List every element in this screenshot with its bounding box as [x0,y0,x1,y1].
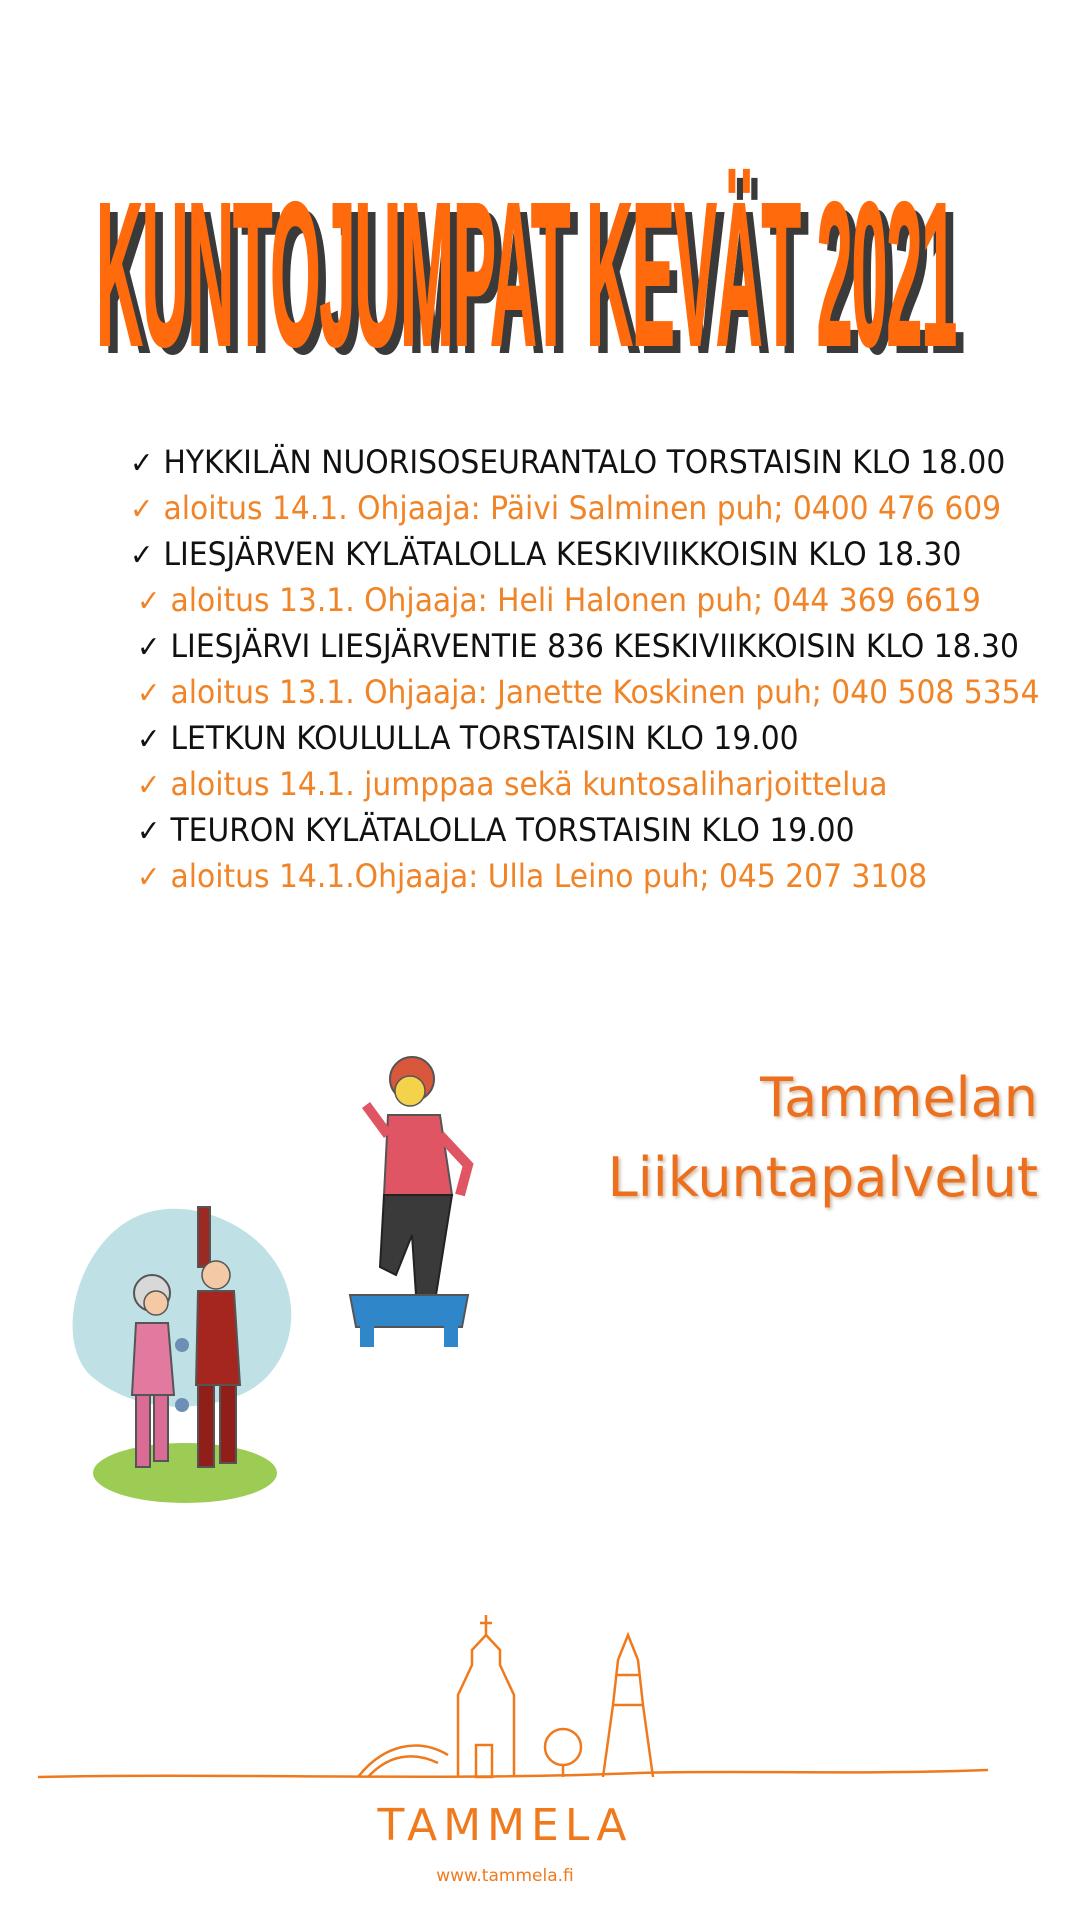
checkmark-icon: ✓ [137,676,161,711]
schedule-item-text: aloitus 14.1. jumppaa sekä kuntosaliharjoittelua [170,765,888,803]
schedule-item [137,672,1040,714]
checkmark-icon: ✓ [137,722,161,757]
checkmark-icon: ✓ [137,814,161,849]
schedule-item-text: LETKUN KOULULLA TORSTAISIN KLO 19.00 [170,719,799,757]
schedule-item [130,442,1005,484]
schedule-item [137,626,1019,668]
schedule-item [137,764,887,806]
checkmark-icon: ✓ [130,538,154,573]
schedule-item [137,810,855,852]
tammela-website-link[interactable]: www.tammela.fi [436,1866,574,1886]
schedule-item [137,580,981,622]
schedule-item-text: TEURON KYLÄTALOLLA TORSTAISIN KLO 19.00 [170,811,855,849]
schedule-item-text: LIESJÄRVI LIESJÄRVENTIE 836 KESKIVIIKKOISIN KLO 18.30 [170,627,1019,665]
poster-title-shadow: KUNTOJUMPAT KEVÄT 2021 [104,168,964,375]
schedule-item-text: aloitus 14.1.Ohjaaja: Ulla Leino puh; 045 207 3108 [170,857,928,895]
exercising-couple-illustration [70,1195,310,1515]
tammela-logo-text: TAMMELA [377,1800,633,1851]
step-exercise-illustration [340,1045,510,1365]
checkmark-icon: ✓ [137,768,161,803]
checkmark-icon: ✓ [130,446,154,481]
schedule-item [137,718,799,760]
checkmark-icon: ✓ [130,492,154,527]
schedule-item-text: aloitus 13.1. Ohjaaja: Heli Halonen puh; 044 369 6619 [170,581,981,619]
schedule-item-text: HYKKILÄN NUORISOSEURANTALO TORSTAISIN KLO 18.00 [163,443,1006,481]
checkmark-icon: ✓ [137,630,161,665]
organizer-line-2: Liikuntapalvelut [607,1146,1038,1209]
schedule-item [130,534,961,576]
organizer-line-1: Tammelan [760,1066,1038,1129]
organizer-name [608,1058,1038,1218]
schedule-item [137,856,927,898]
poster-title [96,155,976,375]
schedule-item-text: LIESJÄRVEN KYLÄTALOLLA KESKIVIIKKOISIN KLO 18.30 [163,535,962,573]
schedule-item-text: aloitus 14.1. Ohjaaja: Päivi Salminen puh; 0400 476 609 [163,489,1002,527]
checkmark-icon: ✓ [137,860,161,895]
tammela-logo-drawing [38,1605,988,1805]
schedule-item [130,488,1001,530]
poster-title-text: KUNTOJUMPAT KEVÄT 2021 [96,160,956,375]
schedule-item-text: aloitus 13.1. Ohjaaja: Janette Koskinen puh; 040 508 5354 [170,673,1040,711]
checkmark-icon: ✓ [137,584,161,619]
